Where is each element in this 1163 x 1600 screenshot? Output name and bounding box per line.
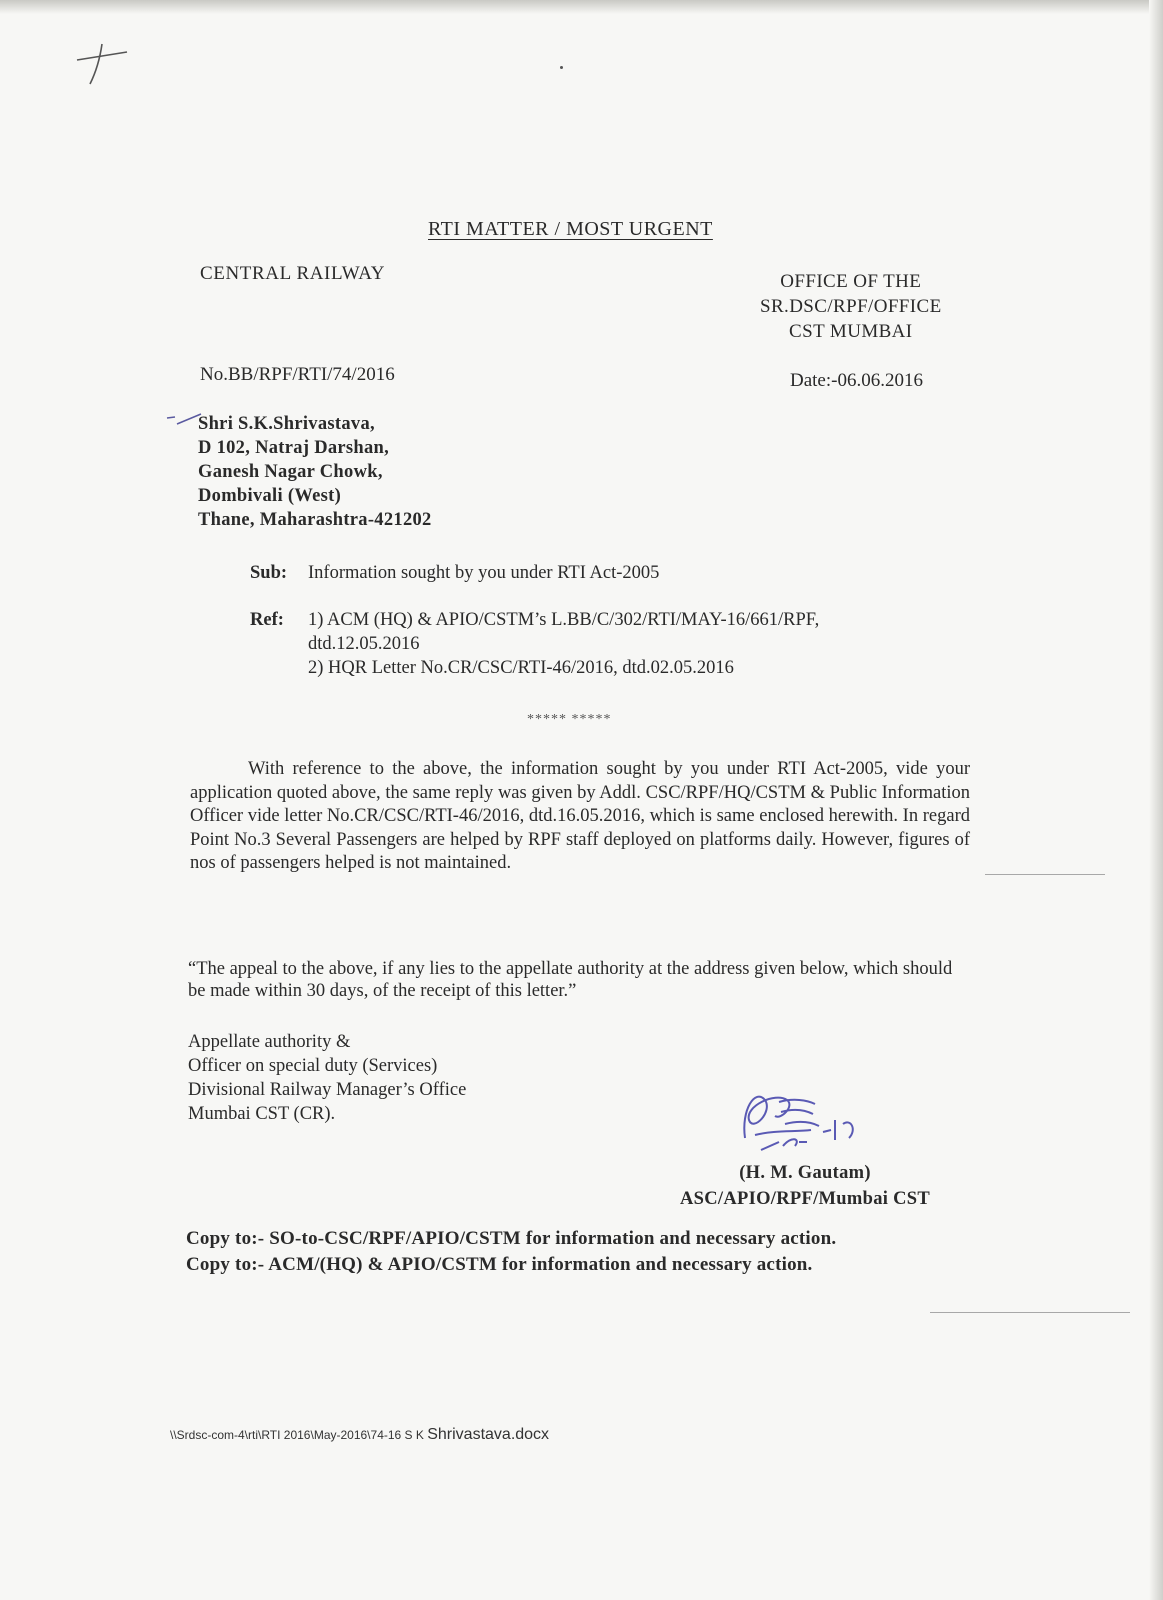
appellate-authority-block bbox=[188, 1030, 466, 1126]
file-name: Shrivastava.docx bbox=[427, 1426, 550, 1443]
file-path-footer bbox=[170, 1426, 549, 1444]
handwritten-signature bbox=[735, 1080, 885, 1155]
reference-item: dtd.12.05.2016 bbox=[308, 634, 420, 654]
letter-date: Date:-06.06.2016 bbox=[790, 370, 923, 391]
letter-number: No.BB/RPF/RTI/74/2016 bbox=[200, 364, 395, 385]
address-line: Dombivali (West) bbox=[198, 486, 342, 506]
scan-line bbox=[930, 1312, 1130, 1313]
file-path: \\Srdsc-com-4\rti\RTI 2016\May-2016\74-16 S K bbox=[170, 1428, 428, 1442]
handwritten-cross-mark bbox=[72, 38, 132, 88]
subject-label: Sub: bbox=[250, 563, 288, 583]
page-edge bbox=[0, 0, 1163, 14]
page-edge bbox=[1149, 0, 1163, 1600]
scan-line bbox=[985, 874, 1105, 875]
signatory-block bbox=[680, 1160, 930, 1212]
authority-line: Divisional Railway Manager’s Office bbox=[188, 1080, 467, 1100]
reference-items bbox=[308, 608, 819, 680]
reference-block bbox=[250, 608, 930, 688]
office-block bbox=[760, 269, 942, 344]
authority-line: Mumbai CST (CR). bbox=[188, 1104, 336, 1124]
signatory-name: (H. M. Gautam) bbox=[739, 1163, 871, 1183]
copy-line: Copy to:- SO-to-CSC/RPF/APIO/CSTM for information and necessary action. bbox=[186, 1228, 837, 1249]
address-line: Thane, Maharashtra-421202 bbox=[198, 510, 432, 530]
document-heading: RTI MATTER / MOST URGENT bbox=[428, 218, 713, 240]
reference-label: Ref: bbox=[250, 610, 284, 630]
reference-item: 2) HQR Letter No.CR/CSC/RTI-46/2016, dtd.02.05.2016 bbox=[308, 658, 734, 678]
addressee-block bbox=[198, 412, 432, 532]
body-paragraph bbox=[190, 758, 970, 876]
reference-item: 1) ACM (HQ) & APIO/CSTM’s L.BB/C/302/RTI/MAY-16/661/RPF, bbox=[308, 610, 820, 630]
body-text: With reference to the above, the information sought by you under RTI Act-2005, vide your application quoted above, the same reply was given by Addl. CSC/RPF/HQ/CSTM & Public Information Officer vide letter No.CR/CSC/RTI-46/2016, dtd.16.05.2016, which is same enclosed herewith. In regard Point No.3 Several Passengers are helped by RPF staff deployed on platforms daily. However, figures of nos of passengers helped is not maintained. bbox=[190, 759, 970, 873]
signatory-designation: ASC/APIO/RPF/Mumbai CST bbox=[680, 1189, 930, 1209]
address-line: Ganesh Nagar Chowk, bbox=[198, 462, 383, 482]
subject-line bbox=[250, 563, 659, 584]
subject-text: Information sought by you under RTI Act-2005 bbox=[308, 563, 660, 583]
address-line: Shri S.K.Shrivastava, bbox=[198, 414, 375, 434]
organization-name: CENTRAL RAILWAY bbox=[200, 263, 386, 284]
office-line: OFFICE OF THE bbox=[780, 271, 922, 292]
paragraph-indent bbox=[190, 759, 248, 779]
scan-speck bbox=[560, 66, 563, 69]
copy-line: Copy to:- ACM/(HQ) & APIO/CSTM for information and necessary action. bbox=[186, 1254, 813, 1275]
address-line: D 102, Natraj Darshan, bbox=[198, 438, 390, 458]
separator: ***** ***** bbox=[527, 712, 612, 727]
authority-line: Officer on special duty (Services) bbox=[188, 1056, 438, 1076]
copy-to-block bbox=[186, 1226, 836, 1278]
appeal-paragraph: “The appeal to the above, if any lies to the appellate authority at the address given below, which should be made within 30 days, of the receipt of this letter.” bbox=[188, 959, 953, 1001]
authority-line: Appellate authority & bbox=[188, 1032, 351, 1052]
office-line: SR.DSC/RPF/OFFICE bbox=[760, 296, 942, 317]
office-line: CST MUMBAI bbox=[789, 321, 913, 342]
